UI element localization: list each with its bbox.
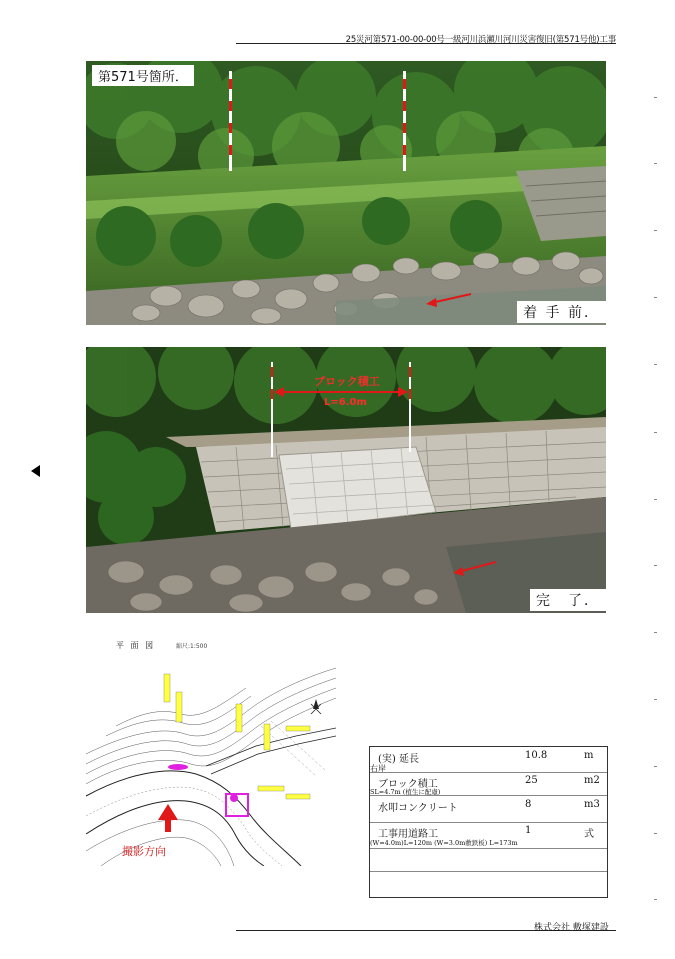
edge-mark — [654, 699, 657, 700]
item-unit: m3 — [584, 799, 600, 810]
document-header-title: 25災河第571-00-00-00号一級河川浜瀬川河川災害復旧(第571号他)工事 — [345, 35, 616, 45]
edge-mark — [654, 899, 657, 900]
item-value: 25 — [525, 775, 538, 786]
completed-status-label: 完 了． — [530, 589, 606, 611]
edge-mark — [654, 565, 657, 566]
item-name: (実) 延長 — [378, 754, 419, 765]
item-note: (W=4.0m)L=120m (W=3.0m敷鉄板) L=173m — [370, 839, 518, 847]
photo-before-construction — [86, 61, 606, 325]
table-row — [370, 773, 607, 796]
edge-mark — [654, 163, 657, 164]
edge-mark — [654, 632, 657, 633]
item-unit: m — [584, 750, 594, 761]
item-value: 8 — [525, 799, 532, 810]
plan-scale: 縮尺:1:500 — [176, 643, 208, 650]
site-number-label: 第571号箇所． — [92, 65, 194, 86]
river-before-image — [86, 61, 606, 325]
item-name: 工事用道路工 — [378, 829, 438, 840]
table-row — [370, 823, 607, 849]
before-status-label: 着 手 前． — [517, 301, 606, 323]
work-type-label: ブロック積工 — [314, 375, 380, 388]
item-unit: 式 — [584, 829, 594, 840]
edge-mark — [654, 499, 657, 500]
shooting-direction-label: 撮影方向 — [122, 845, 166, 858]
item-name: 水叩コンクリート — [378, 803, 458, 814]
edge-mark — [654, 230, 657, 231]
header-rule — [236, 43, 616, 44]
company-name: 株式会社 敷塚建設 — [534, 923, 609, 933]
item-note: 右岸 — [370, 764, 386, 773]
item-note: SL=4.7m (植生に配慮) — [370, 788, 441, 796]
survey-pole — [409, 362, 411, 452]
table-row — [370, 747, 607, 773]
table-row — [370, 849, 607, 872]
previous-page-arrow-icon[interactable] — [31, 465, 40, 477]
length-label: L=6.0m — [324, 397, 367, 408]
edge-mark — [654, 364, 657, 365]
edge-mark — [654, 432, 657, 433]
plan-title: 平 面 図 — [116, 641, 156, 650]
photo-completed — [86, 347, 606, 613]
item-unit: m2 — [584, 775, 600, 786]
survey-pole — [403, 71, 406, 171]
edge-mark — [654, 297, 657, 298]
quantity-table — [369, 746, 608, 898]
item-name: ブロック積工 — [378, 779, 438, 790]
edge-mark — [654, 766, 657, 767]
edge-mark — [654, 833, 657, 834]
item-value: 1 — [525, 825, 532, 836]
table-row — [370, 796, 607, 823]
item-value: 10.8 — [525, 750, 548, 761]
plan-drawing — [86, 666, 336, 866]
survey-pole — [229, 71, 232, 171]
survey-pole — [271, 362, 273, 457]
edge-mark — [654, 97, 657, 98]
shooting-direction-arrow-icon — [158, 804, 178, 832]
